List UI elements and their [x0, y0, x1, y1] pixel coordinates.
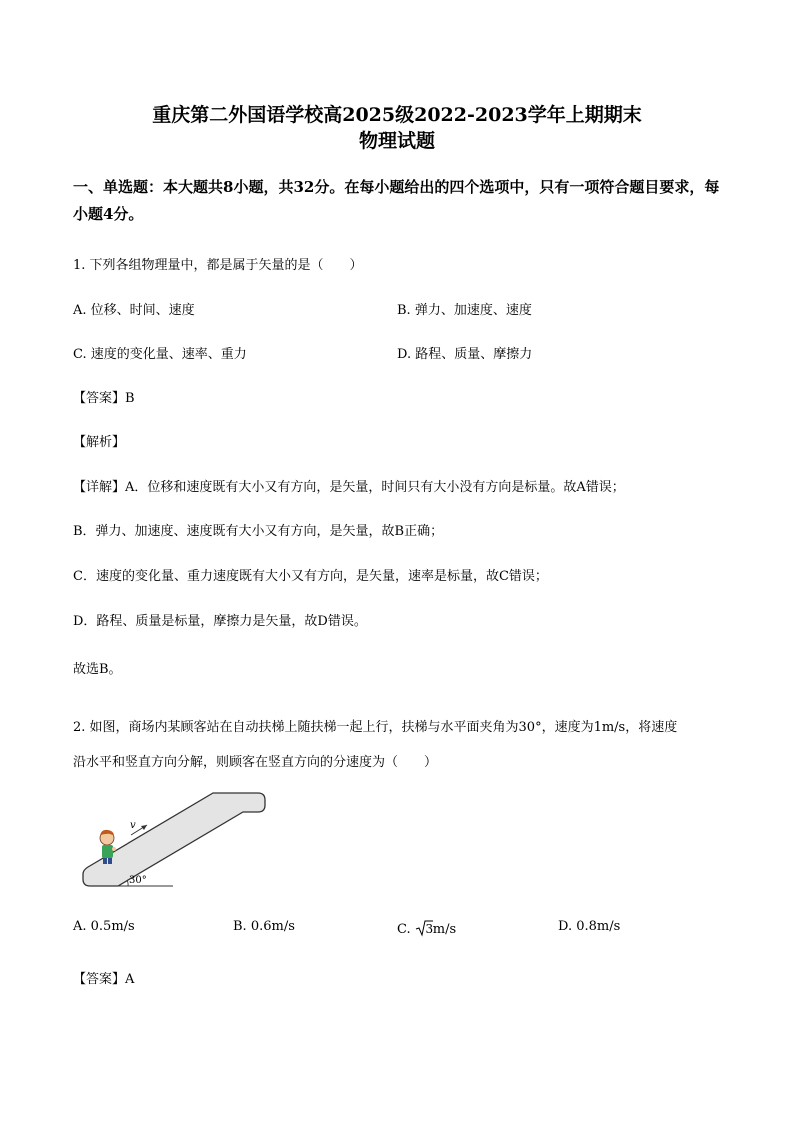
q2-option-d: D. 0.8m/s [558, 919, 621, 934]
angle-arc [127, 880, 128, 886]
document-title: 重庆第二外国语学校高2025级2022-2023学年上期期末 [152, 104, 642, 126]
q1-analysis-tag [73, 431, 125, 450]
q1-option-c: C. 速度的变化量、速率、重力 [73, 347, 247, 362]
detail-tag: 【详解】 [73, 480, 126, 495]
q2-option-c [397, 919, 456, 937]
q2-answer [73, 968, 134, 987]
q2-option-b: B. 0.6m/s [233, 919, 295, 934]
velocity-label: v [130, 820, 136, 831]
q2-stem-line1: 2. 如图，商场内某顾客站在自动扶梯上随扶梯一起上行，扶梯与水平面夹角为30°，速度为1m/s，将速度 [73, 720, 678, 735]
option-c-unit: m/s [432, 922, 457, 937]
sqrt-expression [415, 919, 433, 937]
option-c-prefix: C. [397, 922, 411, 937]
q2-stem-line2: 沿水平和竖直方向分解，则顾客在竖直方向的分速度为（ ） [73, 755, 438, 770]
q1-stem: 1. 下列各组物理量中，都是属于矢量的是（ ） [73, 258, 363, 273]
analysis-tag: 【解析】 [73, 435, 126, 450]
answer-value: A [125, 972, 135, 987]
detail-a-text: A．位移和速度既有大小又有方向，是矢量，时间只有大小没有方向是标量。故A错误； [125, 480, 625, 495]
answer-tag: 【答案】 [73, 391, 126, 406]
answer-tag: 【答案】 [73, 972, 126, 987]
q1-detail-c: C．速度的变化量、重力速度既有大小又有方向，是矢量，速率是标量，故C错误； [73, 569, 548, 584]
q1-option-d: D. 路程、质量、摩擦力 [397, 347, 533, 362]
angle-label: 30° [129, 875, 147, 886]
q1-answer [73, 387, 135, 406]
q1-option-a: A. 位移、时间、速度 [73, 303, 195, 318]
q1-detail-a [73, 476, 625, 495]
q1-conclusion: 故选B。 [73, 662, 122, 677]
q1-detail-b: B．弹力、加速度、速度既有大小又有方向，是矢量，故B正确； [73, 524, 444, 539]
q2-option-a: A. 0.5m/s [73, 919, 135, 934]
sqrt-radicand: 3 [425, 922, 433, 936]
q1-option-b: B. 弹力、加速度、速度 [397, 303, 532, 318]
escalator-figure [73, 789, 273, 893]
q1-detail-d: D．路程、质量是标量，摩擦力是矢量，故D错误。 [73, 614, 367, 629]
document-subtitle: 物理试题 [358, 130, 435, 152]
answer-value: B [125, 391, 135, 406]
section-heading: 一、单选题：本大题共8小题，共32分。在每小题给出的四个选项中，只有一项符合题目要求，每小题4分。 [73, 178, 720, 223]
velocity-arrowhead [141, 825, 147, 830]
